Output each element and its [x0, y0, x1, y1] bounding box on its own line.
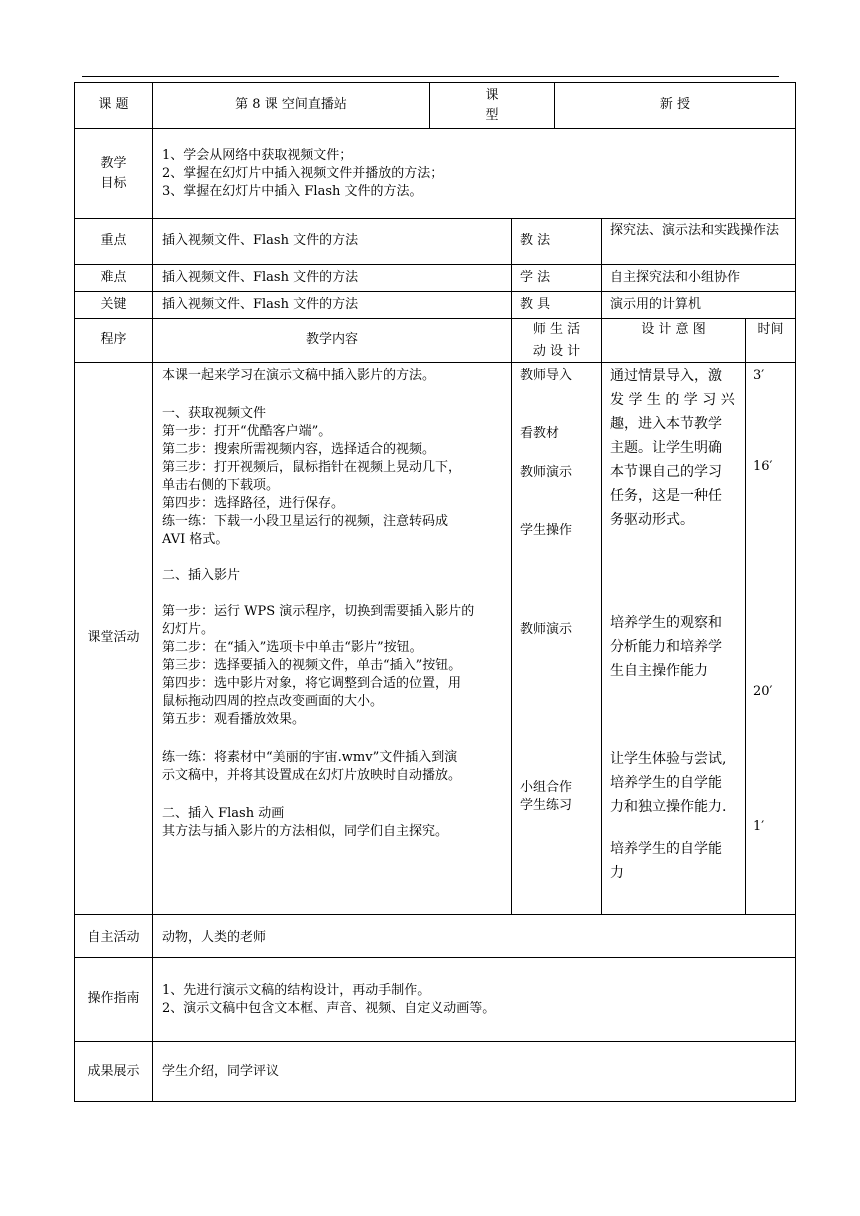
time-value: 20′: [753, 684, 773, 699]
objective-item: 2、掌握在幻灯片中插入视频文件并播放的方法；: [162, 166, 444, 181]
key-row-content: 插入视频文件、Flash 文件的方法: [162, 297, 359, 312]
intent-line: 发 学 生 的 学 习 兴: [610, 392, 735, 408]
content-line: 第四步：选中影片对象，将它调整到合适的位置，用: [162, 676, 462, 691]
column-header-time: 时间: [757, 322, 784, 337]
content-line: 第一步：运行 WPS 演示程序，切换到需要插入影片的: [162, 604, 475, 619]
activity-item: 学生操作: [520, 523, 573, 538]
intent-line: 生自主操作能力: [610, 663, 708, 679]
content-line: 二、插入影片: [162, 568, 241, 583]
content-line: 第四步：选择路径，进行保存。: [162, 496, 345, 511]
intent-line: 培养学生的自学能: [610, 775, 722, 791]
objective-item: 3、掌握在幻灯片中插入 Flash 文件的方法。: [162, 184, 423, 199]
intent-line: 任务，这是一种任: [610, 488, 722, 504]
content-line: 练一练：下载一小段卫星运行的视频，注意转码成: [162, 514, 449, 529]
activity-item: 教师导入: [520, 368, 573, 383]
key-row-label: 重点: [100, 233, 127, 248]
content-line: 第五步：观看播放效果。: [162, 712, 306, 727]
content-line: 第二步：在“插入”选项卡中单击“影片”按钮。: [162, 640, 423, 655]
results-content: 学生介绍，同学评议: [162, 1064, 280, 1079]
column-header-procedure: 程序: [100, 332, 127, 347]
course-label: 课 题: [98, 97, 129, 112]
time-value: 3′: [753, 368, 765, 383]
guide-item: 1、先进行演示文稿的结构设计，再动手制作。: [162, 983, 431, 998]
content-line: 其方法与插入影片的方法相似，同学们自主探究。: [162, 824, 449, 839]
intent-line: 让学生体验与尝试,: [610, 751, 727, 767]
intent-line: 通过情景导入，激: [610, 368, 722, 384]
guide-label: 操作指南: [87, 991, 140, 1006]
content-line: 第二步：搜索所需视频内容，选择适合的视频。: [162, 442, 436, 457]
activity-item: 教师演示: [520, 465, 573, 480]
activity-item: 小组合作: [520, 780, 573, 795]
key-row-label: 难点: [100, 270, 127, 285]
intent-line: 力: [610, 865, 624, 881]
results-label: 成果展示: [87, 1064, 140, 1079]
activity-item: 看教材: [520, 426, 560, 441]
intent-line: 趣，进入本节教学: [610, 416, 722, 432]
guide-item: 2、演示文稿中包含文本框、声音、视频、自定义动画等。: [162, 1001, 496, 1016]
intent-line: 培养学生的观察和: [610, 615, 722, 631]
objective-item: 1、学会从网络中获取视频文件；: [162, 148, 353, 163]
key-row-content: 插入视频文件、Flash 文件的方法: [162, 233, 359, 248]
column-header-activity: 动 设 计: [532, 344, 581, 359]
content-line: 第一步：打开“优酷客户端”。: [162, 424, 332, 439]
key-row-sub-label: 教 具: [520, 297, 551, 312]
key-row-sub-label: 教 法: [520, 233, 551, 248]
column-header-activity: 师 生 活: [532, 322, 581, 337]
key-row-sub-label: 学 法: [520, 270, 551, 285]
classroom-label: 课堂活动: [87, 630, 140, 645]
content-line: 二、插入 Flash 动画: [162, 806, 285, 821]
objectives-label-1: 教学: [100, 156, 127, 171]
time-value: 1′: [753, 819, 765, 834]
self-activity-label: 自主活动: [87, 930, 140, 945]
key-row-label: 关键: [100, 297, 127, 312]
intent-line: 力和独立操作能力.: [610, 799, 727, 815]
content-line: 本课一起来学习在演示文稿中插入影片的方法。: [162, 368, 436, 383]
intent-line: 务驱动形式。: [610, 512, 694, 528]
content-line: 单击右侧的下载项。: [162, 478, 280, 493]
content-line: AVI 格式。: [162, 532, 229, 547]
intent-line: 分析能力和培养学: [610, 639, 722, 655]
content-line: 第三步：选择要插入的视频文件，单击“插入”按钮。: [162, 658, 462, 673]
content-line: 练一练：将素材中“美丽的宇宙.wmv”文件插入到演: [162, 750, 458, 765]
column-header-content: 教学内容: [305, 332, 358, 347]
objectives-label-2: 目标: [100, 176, 127, 191]
content-line: 鼠标拖动四周的控点改变画面的大小。: [162, 694, 384, 709]
content-line: 示文稿中，并将其设置成在幻灯片放映时自动播放。: [162, 768, 462, 783]
activity-item: 教师演示: [520, 622, 573, 637]
self-activity-content: 动物，人类的老师: [162, 930, 267, 945]
key-row-sub-value: 探究法、演示法和实践操作法: [610, 223, 780, 238]
time-value: 16′: [753, 459, 773, 474]
content-line: 第三步：打开视频后，鼠标指针在视频上晃动几下，: [162, 460, 462, 475]
key-row-content: 插入视频文件、Flash 文件的方法: [162, 270, 359, 285]
key-row-sub-value: 自主探究法和小组协作: [610, 270, 741, 285]
type-label-1: 课: [485, 88, 499, 103]
course-title: 第 8 课 空间直播站: [235, 97, 347, 112]
type-value: 新 授: [659, 97, 691, 112]
type-label-2: 型: [485, 108, 499, 123]
key-row-sub-value: 演示用的计算机: [610, 297, 702, 312]
header-rule: [82, 76, 779, 77]
intent-line: 培养学生的自学能: [610, 841, 722, 857]
content-line: 一、获取视频文件: [162, 406, 267, 421]
intent-line: 本节课自己的学习: [610, 464, 722, 480]
column-header-intent: 设 计 意 图: [641, 322, 706, 337]
content-line: 幻灯片。: [162, 622, 215, 637]
intent-line: 主题。让学生明确: [610, 440, 722, 456]
activity-item: 学生练习: [520, 798, 573, 813]
